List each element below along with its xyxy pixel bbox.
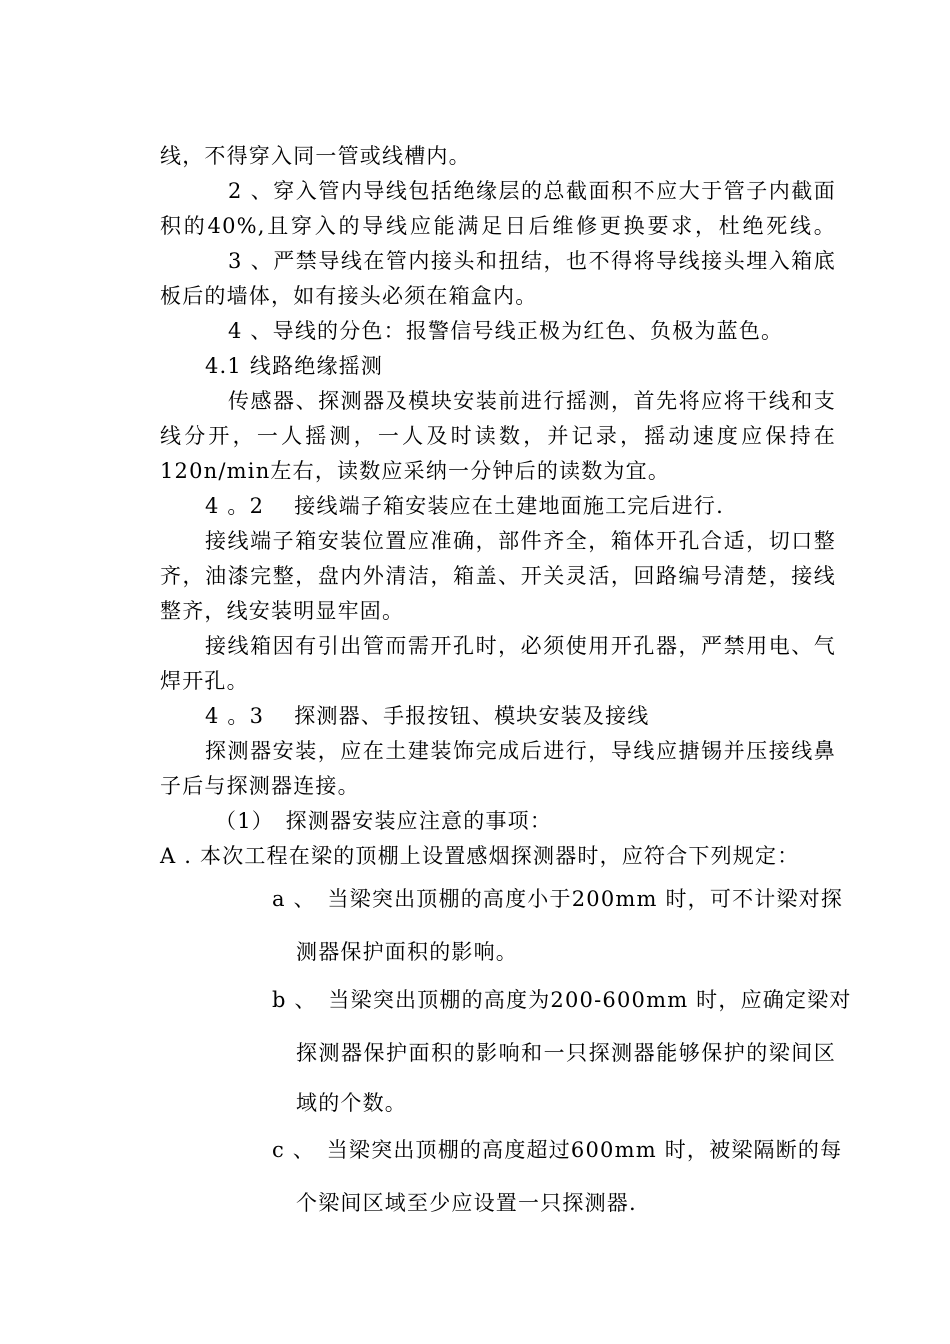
text-line: 线，不得穿入同一管或线槽内。: [160, 144, 471, 168]
list-item-continuation: 测器保护面积的影响。: [296, 940, 518, 964]
text-line: 3 、严禁导线在管内接头和扭结，也不得将导线接头埋入箱底: [228, 249, 836, 273]
text-line: 积的40%,且穿入的导线应能满足日后维修更换要求，杜绝死线。: [160, 214, 836, 238]
text-line: 齐，油漆完整，盘内外清洁，箱盖、开关灵活，回路编号清楚，接线: [160, 564, 836, 588]
text-line: 接线端子箱安装位置应准确，部件齐全，箱体开孔合适，切口整: [205, 529, 836, 553]
text-line: 4 、导线的分色：报警信号线正极为红色、负极为蓝色。: [228, 319, 784, 343]
list-item-continuation: 域的个数。: [296, 1091, 407, 1115]
list-item-continuation: 个梁间区域至少应设置一只探测器.: [296, 1191, 637, 1215]
text-line: 探测器安装，应在土建装饰完成后进行，导线应搪锡并压接线鼻: [205, 739, 836, 763]
section-heading: 4 。3 探测器、手报按钮、模块安装及接线: [205, 704, 650, 728]
list-heading: （1） 探测器安装应注意的事项：: [215, 809, 553, 833]
text-line: 子后与探测器连接。: [160, 774, 360, 798]
list-item: b 、 当梁突出顶棚的高度为200-600mm 时，应确定梁对: [272, 988, 852, 1012]
text-line: 线分开，一人摇测，一人及时读数，并记录，摇动速度应保持在: [160, 424, 836, 448]
text-line: 传感器、探测器及模块安装前进行摇测，首先将应将干线和支: [228, 389, 836, 413]
section-heading: 4.1 线路绝缘摇测: [205, 354, 384, 378]
list-heading: A . 本次工程在梁的顶棚上设置感烟探测器时，应符合下列规定：: [160, 844, 800, 868]
list-item: a 、 当梁突出顶棚的高度小于200mm 时，可不计梁对探: [272, 887, 844, 911]
list-item: c 、 当梁突出顶棚的高度超过600mm 时，被梁隔断的每: [272, 1138, 843, 1162]
text-line: 焊开孔。: [160, 669, 249, 693]
text-line: 接线箱因有引出管而需开孔时，必须使用开孔器，严禁用电、气: [205, 634, 836, 658]
text-line: 2 、穿入管内导线包括绝缘层的总截面积不应大于管子内截面: [228, 179, 836, 203]
text-line: 120n/min左右，读数应采纳一分钟后的读数为宜。: [160, 459, 671, 483]
section-heading: 4 。2 接线端子箱安装应在土建地面施工完后进行.: [205, 494, 724, 518]
text-line: 板后的墙体，如有接头必须在箱盒内。: [160, 284, 538, 308]
text-line: 整齐，线安装明显牢固。: [160, 599, 405, 623]
list-item-continuation: 探测器保护面积的影响和一只探测器能够保护的梁间区: [296, 1041, 836, 1065]
